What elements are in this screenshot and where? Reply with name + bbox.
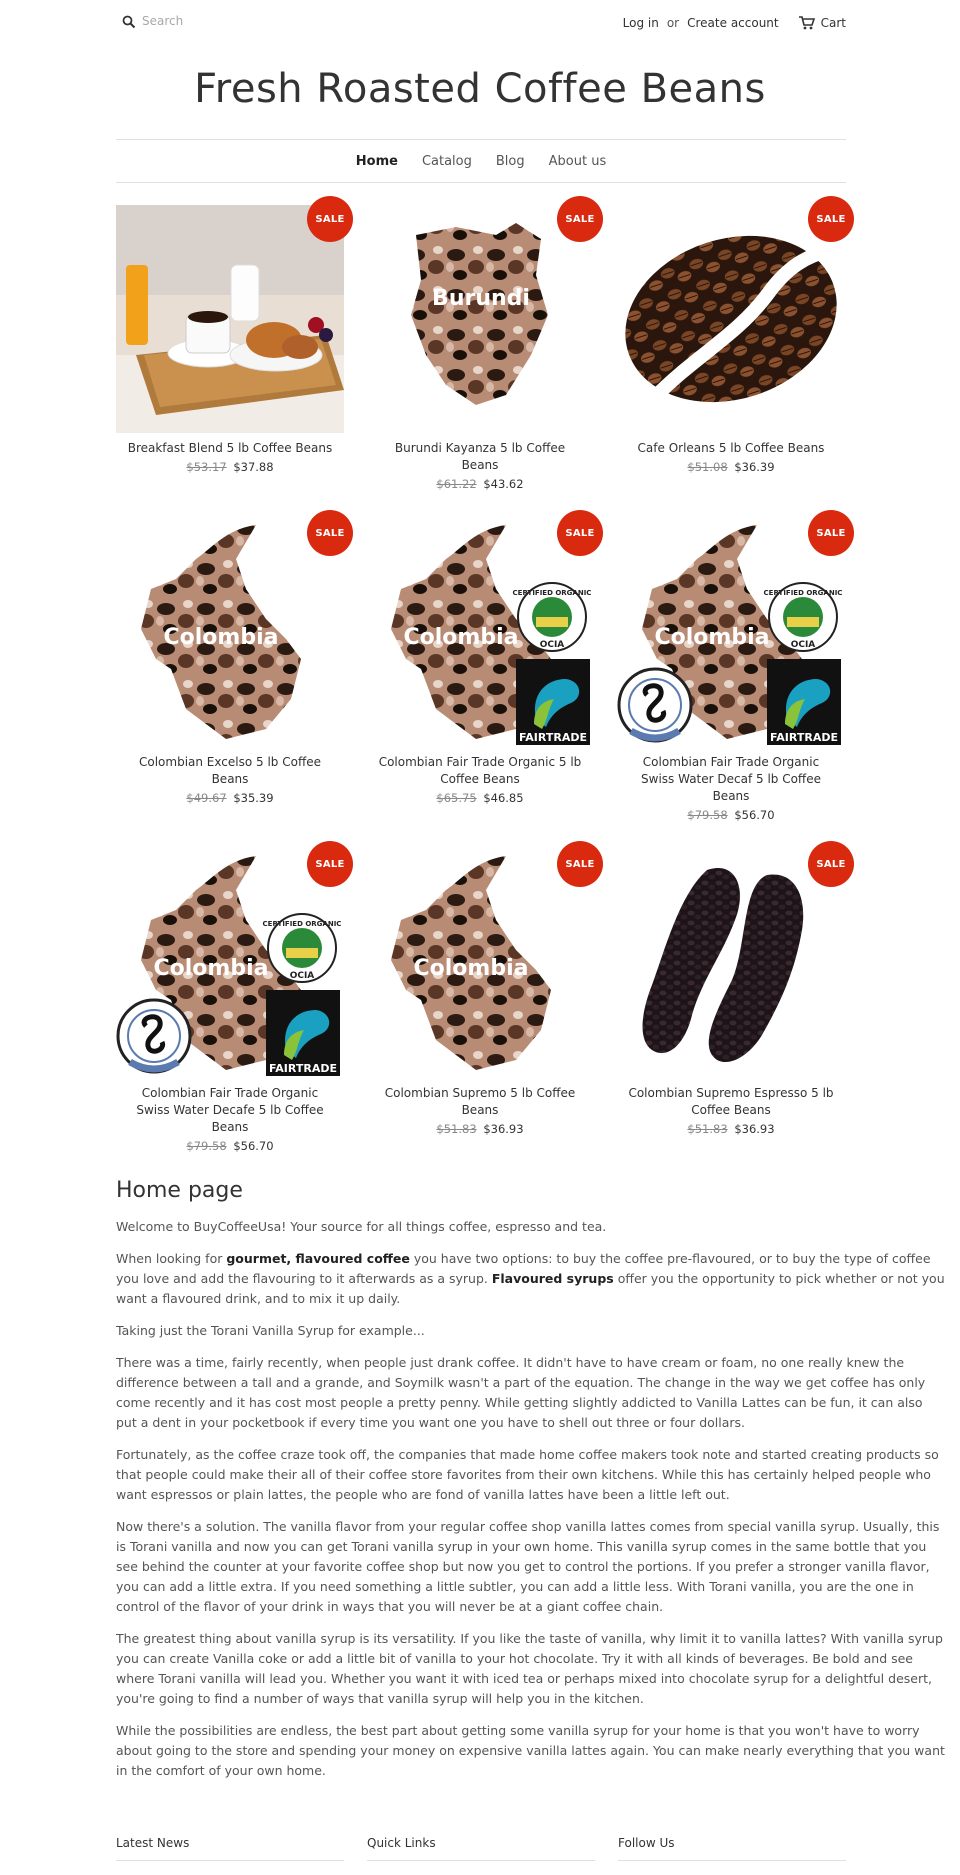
paragraph: While the possibilities are endless, the best part about getting some vanilla syrup for your home is that you won't have to worry about going to the store and spending your money on expensive vanilla lattes again. You can make nearly everything that you want in the comfort of your own home. xyxy=(116,1723,945,1778)
sale-badge: SALE xyxy=(307,841,353,887)
sale-price: $36.93 xyxy=(483,1122,524,1136)
product-card[interactable] xyxy=(116,850,344,1153)
seal-text: CERTIFIED ORGANIC xyxy=(512,589,592,597)
map-label: Colombia xyxy=(654,625,770,650)
page-title: Home page xyxy=(116,1178,243,1203)
sale-badge: SALE xyxy=(307,510,353,556)
sale-price: $36.93 xyxy=(734,1122,775,1136)
product-name[interactable]: Burundi Kayanza 5 lb Coffee Beans xyxy=(394,441,566,472)
paragraph: Taking just the Torani Vanilla Syrup for example... xyxy=(116,1323,425,1338)
product-name[interactable]: Breakfast Blend 5 lb Coffee Beans xyxy=(127,441,333,455)
cart-icon xyxy=(799,16,815,30)
sale-badge: SALE xyxy=(808,510,854,556)
cart-link[interactable] xyxy=(799,16,846,30)
colombia-map-organic-fairtrade-image[interactable] xyxy=(366,519,594,747)
product-price xyxy=(116,460,344,474)
sale-badge: SALE xyxy=(808,841,854,887)
product-name[interactable]: Cafe Orleans 5 lb Coffee Beans xyxy=(637,441,825,455)
paragraph: There was a time, fairly recently, when people just drank coffee. It didn't have to have cream or foam, no one really knew the difference between a tall and a grande, and Soymilk wasn't a part of the equation. The change in the way we get coffee has only come recently and it has cost most people a pretty penny. While getting slightly addicted to Vanilla Lattes can be fun, it can also put a dent in your pocketbook if every time you want one you have to shell out three or four dollars. xyxy=(116,1355,926,1430)
seal-text: CERTIFIED ORGANIC xyxy=(262,920,342,928)
coffee-bean-shape-image[interactable] xyxy=(617,205,845,433)
product-name[interactable]: Colombian Fair Trade Organic Swiss Water Decafe 5 lb Coffee Beans xyxy=(136,1086,324,1134)
product-price xyxy=(366,1122,594,1136)
seal-text: CERTIFIED ORGANIC xyxy=(763,589,843,597)
search-icon[interactable] xyxy=(122,14,136,28)
main-nav xyxy=(116,139,846,183)
footer xyxy=(116,1836,846,1861)
sale-badge: SALE xyxy=(808,196,854,242)
breakfast-tray-image[interactable] xyxy=(116,205,344,433)
site-title[interactable]: Fresh Roasted Coffee Beans xyxy=(194,66,766,112)
product-card[interactable] xyxy=(366,850,594,1136)
create-account-link[interactable]: Create account xyxy=(687,16,779,30)
nav-blog[interactable]: Blog xyxy=(495,153,525,169)
original-price: $51.08 xyxy=(687,460,728,474)
footer-follow-us-heading: Follow Us xyxy=(618,1836,846,1861)
search-input[interactable] xyxy=(142,14,302,28)
nav-home[interactable]: Home xyxy=(355,153,398,169)
product-card[interactable] xyxy=(617,850,845,1136)
fairtrade-logo-icon xyxy=(266,990,340,1076)
original-price: $79.58 xyxy=(186,1139,227,1153)
sale-badge: SALE xyxy=(307,196,353,242)
fairtrade-logo-icon xyxy=(767,659,841,745)
map-label: Burundi xyxy=(432,286,530,311)
intro-paragraph: Welcome to BuyCoffeeUsa! Your source for all things coffee, espresso and tea. xyxy=(116,1219,607,1234)
seal-subtext: OCIA xyxy=(289,971,315,981)
paragraph-text: you have two options: to buy the coffee pre-flavoured, or to buy the type of coffee you love and add the flavouring to it afterwards as a syrup. xyxy=(116,1251,931,1286)
product-price xyxy=(617,808,845,822)
paragraph: Fortunately, as the coffee craze took off, the companies that made home coffee makers took note and started creating products so that people could make their all of their coffee store favorites from their own kitchens. While this has certainly helped people who want espressos or plain lattes, the people who are fond of vanilla lattes have been a little left out. xyxy=(116,1447,939,1502)
map-label: Colombia xyxy=(163,625,279,650)
map-label: Colombia xyxy=(403,625,519,650)
product-card[interactable] xyxy=(366,519,594,805)
burundi-map-image[interactable] xyxy=(366,205,594,433)
product-price xyxy=(617,460,845,474)
product-name[interactable]: Colombian Fair Trade Organic 5 lb Coffee Beans xyxy=(378,755,582,786)
product-name[interactable]: Colombian Supremo Espresso 5 lb Coffee Beans xyxy=(628,1086,834,1117)
original-price: $51.83 xyxy=(687,1122,728,1136)
colombia-map-image[interactable] xyxy=(366,850,594,1078)
footer-quick-links-heading: Quick Links xyxy=(367,1836,595,1861)
product-price xyxy=(617,1122,845,1136)
sale-price: $35.39 xyxy=(233,791,274,805)
original-price: $65.75 xyxy=(436,791,477,805)
product-price xyxy=(116,1139,344,1153)
swiss-water-decaf-seal-icon xyxy=(118,1000,190,1072)
nav-about-us[interactable]: About us xyxy=(548,153,607,169)
product-name[interactable]: Colombian Supremo 5 lb Coffee Beans xyxy=(384,1086,576,1117)
cart-label: Cart xyxy=(820,16,846,30)
product-price xyxy=(116,791,344,805)
seal-subtext: OCIA xyxy=(539,640,565,650)
sale-price: $56.70 xyxy=(233,1139,274,1153)
original-price: $79.58 xyxy=(687,808,728,822)
product-card[interactable] xyxy=(366,205,594,491)
map-label: Colombia xyxy=(413,956,529,981)
colombia-map-decaf-image[interactable] xyxy=(116,850,344,1078)
sale-price: $46.85 xyxy=(483,791,524,805)
product-price xyxy=(366,477,594,491)
fairtrade-text: FAIRTRADE xyxy=(770,731,838,744)
colombia-map-decaf-image[interactable] xyxy=(617,519,845,747)
seal-subtext: OCIA xyxy=(790,640,816,650)
top-bar xyxy=(116,0,846,46)
product-card[interactable] xyxy=(617,519,845,822)
home-page-content xyxy=(116,1178,946,1793)
sale-badge: SALE xyxy=(557,510,603,556)
product-card[interactable] xyxy=(116,519,344,805)
paragraph-text: When looking for xyxy=(116,1251,227,1266)
colombia-map-image[interactable] xyxy=(116,519,344,747)
original-price: $61.22 xyxy=(436,477,477,491)
original-price: $51.83 xyxy=(436,1122,477,1136)
swiss-water-decaf-seal-icon xyxy=(619,669,691,741)
sale-price: $43.62 xyxy=(483,477,524,491)
product-price xyxy=(366,791,594,805)
sale-price: $37.88 xyxy=(233,460,274,474)
bold-text: Flavoured syrups xyxy=(491,1271,614,1286)
fairtrade-text: FAIRTRADE xyxy=(269,1062,337,1075)
login-link[interactable]: Log in xyxy=(622,16,659,30)
map-label: Colombia xyxy=(153,956,269,981)
sale-price: $56.70 xyxy=(734,808,775,822)
sale-badge: SALE xyxy=(557,196,603,242)
bold-text: gourmet, flavoured coffee xyxy=(226,1251,410,1266)
nav-catalog[interactable]: Catalog xyxy=(421,153,472,169)
product-name[interactable]: Colombian Excelso 5 lb Coffee Beans xyxy=(139,755,321,786)
account-links xyxy=(623,16,846,30)
sale-badge: SALE xyxy=(557,841,603,887)
original-price: $53.17 xyxy=(186,460,227,474)
paragraph: Now there's a solution. The vanilla flavor from your regular coffee shop vanilla lattes comes from special vanilla syrup. Usually, this is Torani vanilla and now you can get Torani vanilla syrup in your own home. This vanilla syrup comes in the same bottle that you see behind the counter at your favorite coffee shop but now you get to control the portions. If you prefer a stronger vanilla flavor, you can add a little extra. If you need something a little subtler, you can add a little less. With Torani vanilla, you are the one in control of the flavor of your drink in ways that you will never be at a giant coffee chain. xyxy=(116,1519,940,1614)
product-card[interactable] xyxy=(617,205,845,474)
or-text: or xyxy=(666,16,680,30)
fairtrade-text: FAIRTRADE xyxy=(519,731,587,744)
product-name[interactable]: Colombian Fair Trade Organic Swiss Water Decaf 5 lb Coffee Beans xyxy=(641,755,821,803)
sale-price: $36.39 xyxy=(734,460,775,474)
footer-latest-news-heading: Latest News xyxy=(116,1836,344,1861)
fairtrade-logo-icon xyxy=(516,659,590,745)
espresso-beans-image[interactable] xyxy=(617,850,845,1078)
flavoured-coffee-paragraph xyxy=(116,1249,946,1309)
product-card[interactable] xyxy=(116,205,344,474)
paragraph-text: offer you the opportunity to pick whether or not you want a flavoured drink, and to mix it up daily. xyxy=(116,1271,945,1306)
paragraph: The greatest thing about vanilla syrup is its versatility. If you like the taste of vanilla, why limit it to vanilla lattes? With vanilla syrup you can create Vanilla coke or add a little bit of vanilla to your hot chocolate. Try it with all kinds of beverages. Be bold and see where Torani vanilla will lead you. Whether you want it with iced tea or perhaps mixed into chocolate syrup for a delightful desert, you're going to find a number of ways that vanilla syrup will help you in the kitchen. xyxy=(116,1631,943,1706)
search-form xyxy=(122,14,302,28)
original-price: $49.67 xyxy=(186,791,227,805)
